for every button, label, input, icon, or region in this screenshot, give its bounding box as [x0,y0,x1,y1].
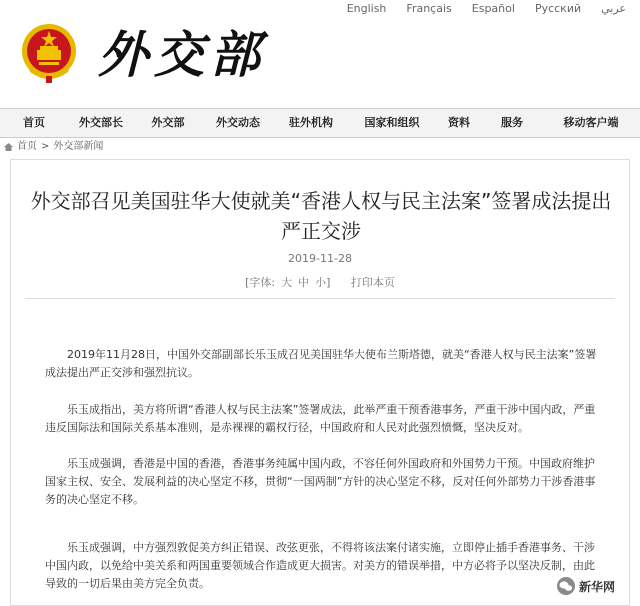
lang-english[interactable]: English [346,2,387,15]
nav-item-services[interactable]: 服务 [501,116,523,129]
lang-french[interactable]: Français [406,2,452,15]
national-emblem-icon[interactable] [20,22,78,84]
article-paragraph: 2019年11月28日，中国外交部副部长乐玉成召见美国驻华大使布兰斯塔德，就美“香港人权与民主法案”签署成法提出严正交涉和强烈抗议。 [45,348,597,379]
font-small-button[interactable]: 小] [315,276,331,289]
font-large-button[interactable]: 大 [281,276,293,289]
nav-item-ministry[interactable]: 外交部 [151,116,185,129]
home-icon [4,143,13,151]
article-paragraph: 乐玉成强调，香港是中国的香港，香港事务纯属中国内政，不容任何外国政府和外国势力干预。中国政府维护国家主权、安全、发展利益的决心坚定不移，贯彻“一国两制”方针的决心坚定不移，反对任何外部势力干涉香港事务的决心坚定不移。 [45,457,596,506]
breadcrumb-home[interactable]: 首页 [17,141,37,152]
language-switcher [347,2,626,15]
nav-item-missions[interactable]: 驻外机构 [289,116,333,129]
article-card [10,159,630,606]
breadcrumb-current[interactable]: 外交部新闻 [53,141,104,152]
lang-arabic[interactable]: عربي [601,2,626,15]
nav-item-countries[interactable]: 国家和组织 [364,116,420,129]
font-medium-button[interactable]: 中 [298,276,310,289]
article-paragraph: 乐玉成强调，中方强烈敦促美方纠正错误、改弦更张，不得将该法案付诸实施，立即停止插手香港事务、干涉中国内政，以免给中美关系和两国重要领域合作造成更大损害。对美方的错误举措，中方必将予以坚决反制，由此导致的一切后果由美方完全负责。 [45,541,595,590]
article-date: 2019-11-28 [288,252,352,265]
wechat-icon [557,577,575,595]
nav-item-resources[interactable]: 资料 [448,116,470,129]
watermark-text: 新华网 [578,579,615,594]
nav-item-minister[interactable]: 外交部长 [79,116,123,129]
article-paragraph: 乐玉成指出，美方将所谓“香港人权与民主法案”签署成法，此举严重干预香港事务，严重干涉中国内政，严重违反国际法和国际关系基本准则，是赤裸裸的霸权行径，中国政府和人民对此强烈愤慨，坚决反对。 [45,403,596,434]
main-nav [0,108,640,138]
divider [25,298,615,299]
site-logo[interactable]: 外交部 [98,25,266,84]
article-title: 外交部召见美国驻华大使就美“香港人权与民主法案”签署成法提出严正交涉 [30,189,612,243]
lang-spanish[interactable]: Español [471,2,515,15]
watermark [553,575,619,597]
nav-item-mobile[interactable]: 移动客户端 [563,116,619,129]
nav-item-home[interactable]: 首页 [23,116,45,129]
article-tools [11,274,629,290]
lang-russian[interactable]: Русский [534,2,582,15]
nav-item-news[interactable]: 外交动态 [216,116,260,129]
font-size-label: [字体: [245,276,276,289]
print-button[interactable]: 打印本页 [350,276,395,289]
breadcrumb [0,138,103,156]
site-header [0,0,640,108]
breadcrumb-separator: > [41,141,50,152]
